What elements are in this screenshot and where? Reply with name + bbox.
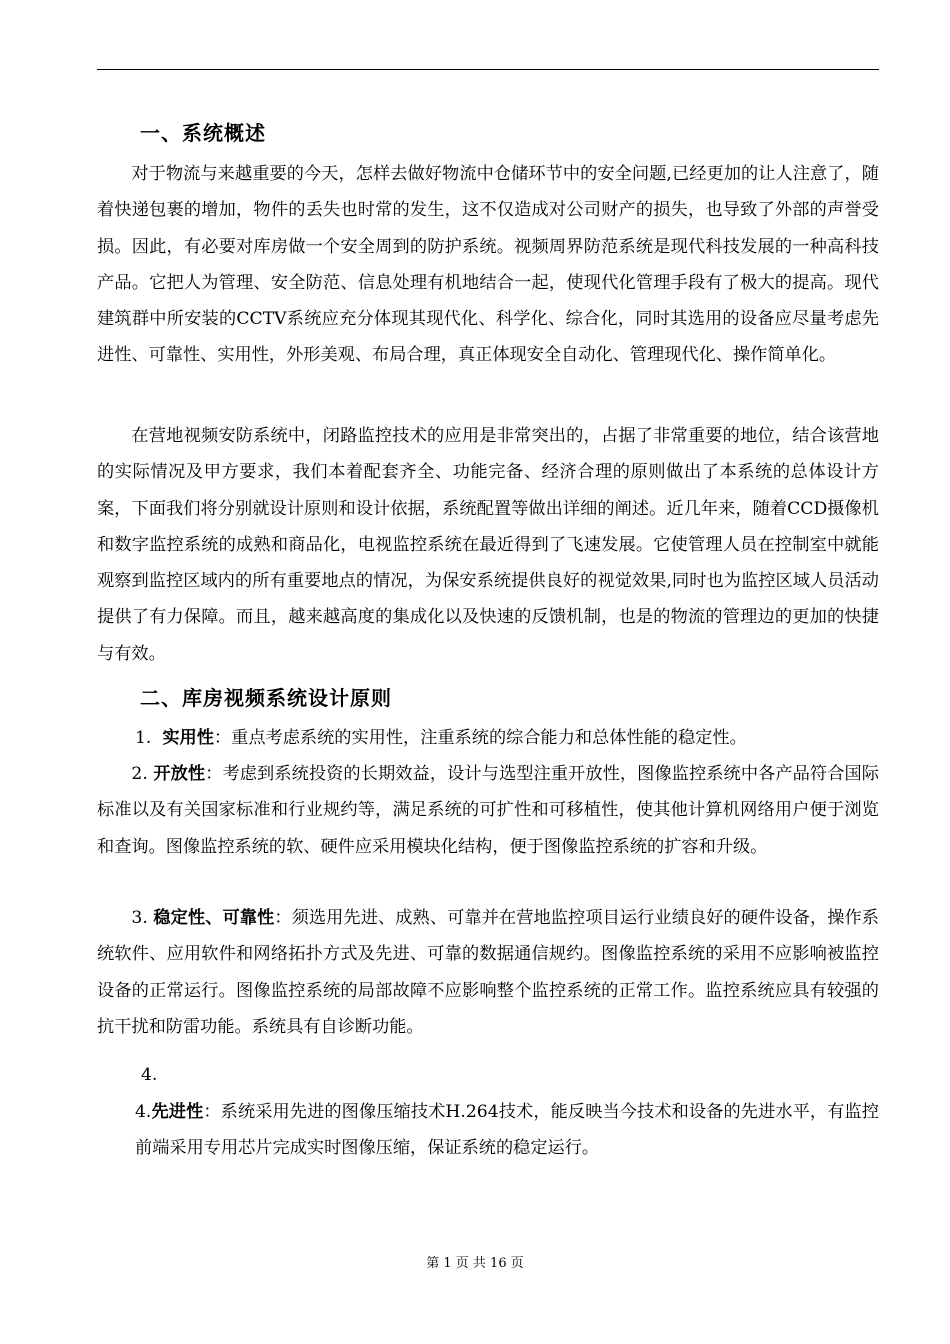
item-text: 须选用先进、成熟、可靠并在营地监控项目运行业绩良好的硬件设备，操作系统软件、应用软件和网络拓扑方式及先进、可靠的数据通信规约。图像监控系统的采用不应影响被监控设备的正常运行。图像监控系统的局部故障不应影响整个监控系统的正常工作。监控系统应具有较强的抗干扰和防雷功能。系统具有自诊断功能。	[97, 908, 879, 1037]
list-item	[97, 1057, 879, 1093]
paragraph-1: 对于物流与来越重要的今天，怎样去做好物流中仓储环节中的安全问题,已经更加的让人注意了，随着快递包裹的增加，物件的丢失也时常的发生，这不仅造成对公司财产的损失，也导致了外部的声誉受损。因此，有必要对库房做一个安全周到的防护系统。视频周界防范系统是现代科技发展的一种高科技产品。它把人为管理、安全防范、信息处理有机地结合一起，使现代化管理手段有了极大的提高。现代建筑群中所安装的CCTV系统应充分体现其现代化、科学化、综合化，同时其选用的设备应尽量考虑先进性、可靠性、实用性，外形美观、布局合理，真正体现安全自动化、管理现代化、操作简单化。	[97, 164, 879, 366]
item-number: 2.	[131, 764, 148, 784]
item-text: 考虑到系统投资的长期效益，设计与选型注重开放性，图像监控系统中各产品符合国际标准以及有关国家标准和行业规约等，满足系统的可扩性和可移植性，使其他计算机网络用户便于浏览和查询。图像监控系统的软、硬件应采用模块化结构，便于图像监控系统的扩容和升级。	[97, 764, 879, 857]
item-label: 开放性	[153, 764, 206, 784]
header-rule	[97, 69, 879, 70]
list-item	[97, 720, 879, 756]
item-text: 重点考虑系统的实用性，注重系统的综合能力和总体性能的稳定性。	[231, 728, 747, 748]
item-number: 1.	[135, 728, 152, 748]
list-item	[97, 1094, 879, 1167]
section-heading-1: 一、系统概述	[140, 121, 266, 145]
item-label: 实用性	[162, 728, 214, 748]
item-number: 4.	[135, 1102, 152, 1122]
item-colon: ：	[274, 908, 292, 928]
item-colon: ：	[203, 1102, 221, 1122]
item-colon: ：	[205, 764, 223, 784]
item-number: 3.	[131, 908, 148, 928]
item-number: 4.	[141, 1065, 158, 1085]
item-colon: ：	[213, 728, 232, 748]
item-label: 先进性	[151, 1102, 204, 1122]
list-item	[97, 756, 879, 865]
item-label: 稳定性、可靠性	[153, 908, 275, 928]
list-item	[97, 900, 879, 1045]
section-heading-2: 二、库房视频系统设计原则	[140, 686, 392, 710]
page-footer: 第 1 页 共 16 页	[426, 1256, 524, 1271]
paragraph-2: 在营地视频安防系统中，闭路监控技术的应用是非常突出的，占据了非常重要的地位，结合该营地的实际情况及甲方要求，我们本着配套齐全、功能完备、经济合理的原则做出了本系统的总体设计方案，下面我们将分别就设计原则和设计依据，系统配置等做出详细的阐述。近几年来，随着CCD摄像机和数字监控系统的成熟和商品化，电视监控系统在最近得到了飞速发展。它使管理人员在控制室中就能观察到监控区域内的所有重要地点的情况，为保安系统提供良好的视觉效果,同时也为监控区域人员活动提供了有力保障。而且，越来越高度的集成化以及快速的反馈机制，也是的物流的管理边的更加的快捷与有效。	[97, 426, 879, 664]
item-text: 系统采用先进的图像压缩技术H.264技术，能反映当今技术和设备的先进水平，有监控前端采用专用芯片完成实时图像压缩，保证系统的稳定运行。	[135, 1102, 879, 1159]
